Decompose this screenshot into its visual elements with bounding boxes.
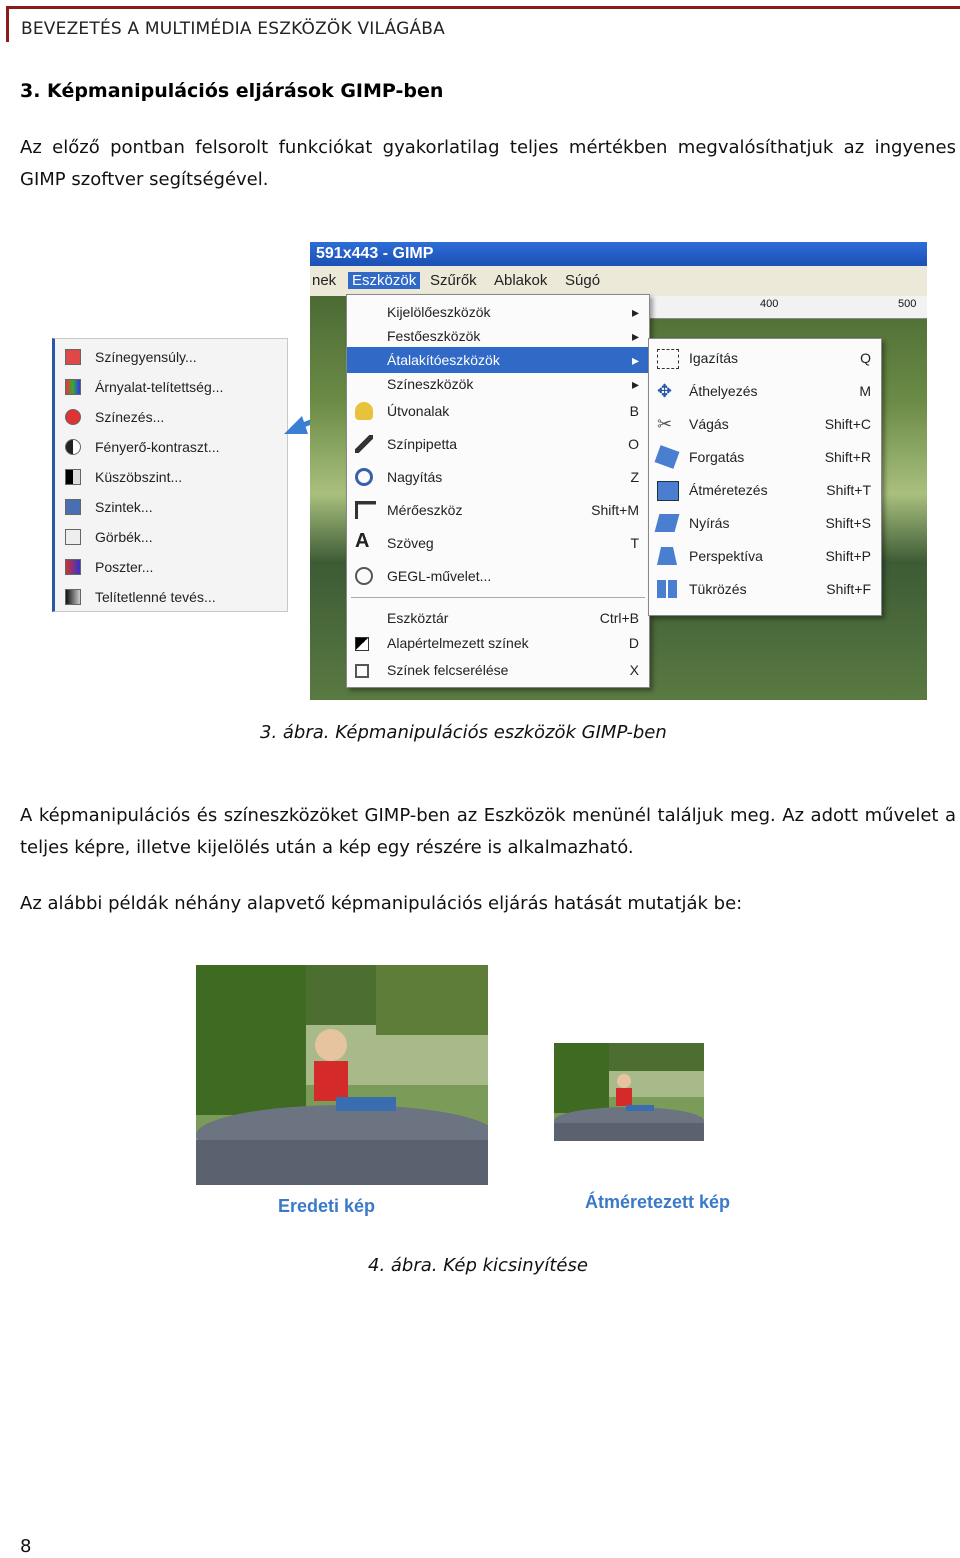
submenu-item[interactable]: Igazítás Q bbox=[649, 343, 881, 373]
left-menu-item[interactable]: Fényerő-kontraszt... bbox=[65, 433, 220, 461]
dropdown-item[interactable]: Festőeszközök ▸ bbox=[387, 328, 639, 344]
dropdown-item[interactable]: Színek felcserélése X bbox=[347, 657, 649, 683]
submenu-item[interactable]: Tükrözés Shift+F bbox=[649, 574, 881, 604]
dropdown-item[interactable]: A Szöveg T bbox=[355, 530, 639, 552]
color-balance-icon bbox=[65, 349, 81, 365]
left-menu-item[interactable]: Színezés... bbox=[65, 403, 164, 431]
dropdown-item[interactable]: Kijelölőeszközök ▸ bbox=[387, 304, 639, 320]
gegl-icon bbox=[355, 567, 373, 585]
perspective-icon bbox=[657, 547, 677, 565]
ruler-label: 500 bbox=[898, 298, 917, 310]
default-colors-icon bbox=[355, 637, 369, 651]
left-menu-item[interactable]: Poszter... bbox=[65, 553, 153, 581]
flip-icon bbox=[657, 580, 677, 598]
left-menu-item[interactable]: Görbék... bbox=[65, 523, 153, 551]
photo-resized bbox=[554, 1043, 704, 1141]
levels-icon bbox=[65, 499, 81, 515]
figure-gimp-menus bbox=[50, 242, 927, 700]
text-icon: A bbox=[355, 530, 370, 552]
label-resized: Átméretezett kép bbox=[585, 1192, 731, 1212]
gimp-window bbox=[310, 242, 927, 700]
menu-separator bbox=[351, 597, 645, 598]
swap-colors-icon bbox=[355, 664, 369, 678]
submenu-item[interactable]: ✂ Vágás Shift+C bbox=[657, 414, 871, 434]
submenu-item[interactable]: Nyírás Shift+S bbox=[649, 508, 881, 538]
dropdown-item[interactable]: Színpipetta O bbox=[347, 431, 649, 457]
left-menu-item[interactable]: Küszöbszint... bbox=[65, 463, 182, 491]
crop-icon: ✂ bbox=[657, 414, 673, 434]
dropdown-item[interactable]: GEGL-művelet... bbox=[347, 563, 649, 589]
menubar bbox=[310, 266, 927, 296]
dropdown-item[interactable]: Mérőeszköz Shift+M bbox=[347, 497, 649, 523]
paths-icon bbox=[355, 402, 373, 420]
move-icon: ✥ bbox=[657, 381, 673, 401]
submenu-item[interactable]: Perspektíva Shift+P bbox=[649, 541, 881, 571]
transform-submenu bbox=[648, 338, 882, 616]
paragraph-menus: A képmanipulációs és színeszközöket GIMP-ben az Eszközök menünél találjuk meg. Az adott művelet a teljes képre, illetve kijelölés után a kép egy részére is alkalmazható. bbox=[20, 805, 956, 858]
dropdown-item[interactable]: Nagyítás Z bbox=[347, 464, 649, 490]
zoom-icon bbox=[355, 468, 373, 486]
dropdown-item[interactable]: Útvonalak B bbox=[347, 398, 649, 424]
menu-sugo[interactable]: Súgó bbox=[565, 272, 601, 289]
dropdown-item[interactable]: Eszköztár Ctrl+B bbox=[387, 610, 639, 626]
desaturate-icon bbox=[65, 589, 81, 605]
photo-original bbox=[196, 965, 488, 1185]
figure4-caption: 4. ábra. Kép kicsinyítése bbox=[368, 1255, 588, 1276]
page-number: 8 bbox=[20, 1536, 32, 1557]
left-menu-item[interactable]: Színegyensúly... bbox=[65, 343, 197, 371]
left-menu-item[interactable]: Szintek... bbox=[65, 493, 153, 521]
brightness-contrast-icon bbox=[65, 439, 81, 455]
menu-item[interactable]: nek bbox=[312, 272, 337, 289]
rotate-icon bbox=[655, 445, 680, 469]
align-icon bbox=[657, 349, 679, 369]
ruler-label: 400 bbox=[760, 298, 779, 310]
menu-szurok[interactable]: Szűrők bbox=[430, 272, 477, 289]
menu-ablakok[interactable]: Ablakok bbox=[494, 272, 548, 289]
color-tools-menu bbox=[52, 338, 288, 612]
left-menu-item[interactable]: Telítetlenné tevés... bbox=[65, 583, 216, 611]
hue-saturation-icon bbox=[65, 379, 81, 395]
page-header bbox=[6, 6, 960, 42]
label-original: Eredeti kép bbox=[278, 1196, 376, 1216]
dropdown-item[interactable]: Színeszközök ▸ bbox=[387, 376, 639, 392]
paragraph-examples: Az alábbi példák néhány alapvető képmanipulációs eljárás hatását mutatják be: bbox=[20, 893, 743, 914]
color-picker-icon bbox=[355, 435, 373, 453]
left-menu-item[interactable]: Árnyalat-telítettség... bbox=[65, 373, 223, 401]
dropdown-item-highlighted[interactable]: Átalakítóeszközök ▸ bbox=[347, 347, 649, 373]
submenu-item[interactable]: ✥ Áthelyezés M bbox=[657, 381, 871, 401]
ruler bbox=[650, 296, 927, 319]
window-title: 591x443 - GIMP bbox=[310, 242, 927, 266]
menu-eszkozok[interactable]: Eszközök bbox=[348, 272, 420, 289]
posterize-icon bbox=[65, 559, 81, 575]
measure-icon bbox=[355, 501, 376, 519]
curves-icon bbox=[65, 529, 81, 545]
threshold-icon bbox=[65, 469, 81, 485]
scale-icon bbox=[657, 481, 679, 501]
tools-dropdown bbox=[346, 294, 650, 688]
paragraph-intro: Az előző pontban felsorolt funkciókat gyakorlatilag teljes mértékben megvalósíthatjuk az ingyenes GIMP szoftver segítségével. bbox=[20, 137, 956, 190]
colorize-icon bbox=[65, 409, 81, 425]
figure3-caption: 3. ábra. Képmanipulációs eszközök GIMP-ben bbox=[260, 722, 667, 743]
submenu-item[interactable]: Átméretezés Shift+T bbox=[649, 475, 881, 505]
submenu-item[interactable]: Forgatás Shift+R bbox=[649, 442, 881, 472]
dropdown-item[interactable]: Alapértelmezett színek D bbox=[347, 630, 649, 656]
section-title: 3. Képmanipulációs eljárások GIMP-ben bbox=[20, 80, 444, 102]
shear-icon bbox=[655, 514, 680, 532]
header-title: BEVEZETÉS A MULTIMÉDIA ESZKÖZÖK VILÁGÁBA bbox=[21, 19, 445, 39]
